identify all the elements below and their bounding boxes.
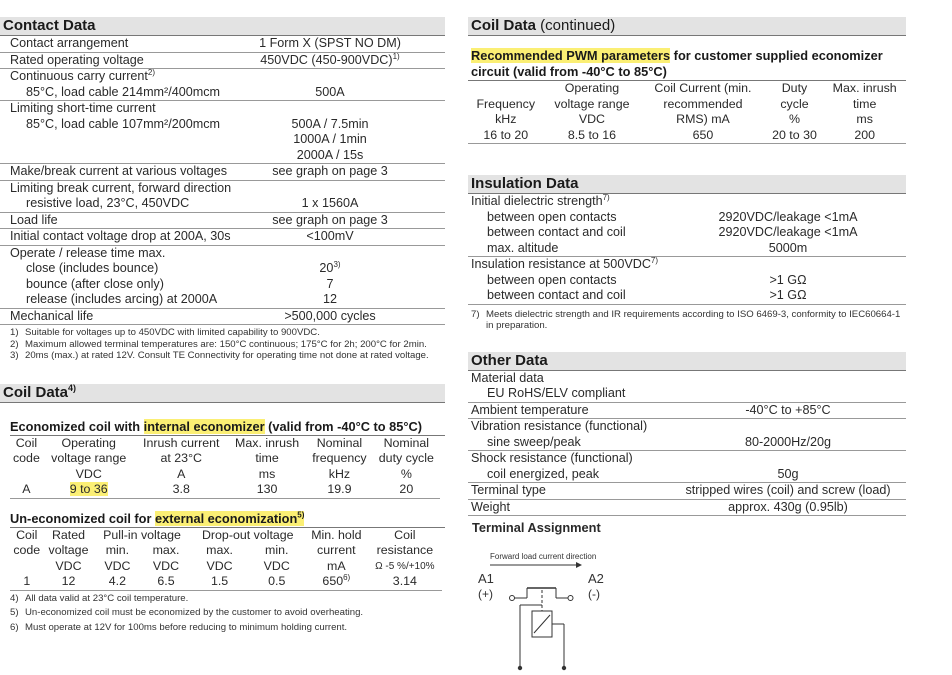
terminal-assignment-diagram	[472, 545, 632, 671]
other-data-table	[468, 371, 906, 517]
table-header-row: Operating Coil Current (min. Duty Max. inrush	[564, 81, 897, 95]
coil-footnotes	[0, 593, 445, 634]
table-row: Vibration resistance (functional)	[471, 419, 648, 433]
economized-coil-title: Economized coil with internal economizer (valid from -40°C to 85°C)	[10, 418, 422, 434]
table-row: 1000A / 1min	[293, 132, 367, 146]
table-row: between open contacts 2920VDC/leakage <1mA	[487, 209, 858, 224]
table-row: Insulation resistance at 500VDC$^{7)}$	[471, 255, 659, 271]
table-header-row: code voltage min. max. max. min. current resistance	[13, 543, 434, 557]
table-row: close (includes bounce) 20$^{3)}$	[26, 259, 341, 275]
contact-data-title: Contact Data	[0, 17, 445, 36]
insulation-footnotes	[468, 309, 906, 332]
footnote: 1) Suitable for voltages up to 450VDC with limited capability to 900VDC.	[10, 327, 320, 338]
left-column	[0, 0, 445, 633]
table-row: Rated operating voltage 450VDC $(450-900VDC)^{1)}$	[0, 53, 445, 70]
table-row: sine sweep/peak 80-2000Hz/20g	[468, 435, 906, 452]
footnote: 2) Maximum allowed terminal temperatures are: 150°C continuous; 175°C for 2h; 200°C for 2min.	[10, 338, 427, 350]
current-direction-label: Forward load current direction	[490, 552, 597, 561]
table-row: 16 to 20 8.5 to 16 650 20 to 30 200	[468, 128, 906, 144]
insulation-data-table	[468, 194, 906, 305]
footnote: 5) Un-economized coil must be economized by the customer to avoid overheating.	[10, 607, 364, 618]
table-row: Terminal type stripped wires (coil) and screw (load)	[468, 483, 906, 500]
coil-diagonal	[534, 615, 550, 633]
table-row: Mechanical life >500,000 cycles	[0, 309, 445, 326]
table-row: between open contacts >1 GΩ	[487, 272, 807, 287]
coil-terminal-left	[518, 666, 522, 670]
table-row: 2000A / 15s	[0, 148, 445, 165]
coil-terminal-right	[562, 666, 566, 670]
table-row: Ambient temperature -40°C to +85°C	[468, 403, 906, 420]
footnote: 3) 20ms (max.) at rated 12V. Consult TE Connectivity for operating time not done at rated voltage.	[10, 350, 429, 361]
footnote: 6) Must operate at 12V for 100ms before reducing to minimum holding current.	[10, 621, 348, 633]
table-row: bounce (after close only) 7	[26, 276, 334, 291]
uneconomized-coil-title: Un-economized coil for external economization$^{5)}$	[10, 510, 305, 526]
terminal-assignment-title: Terminal Assignment	[472, 520, 601, 535]
table-row: Load life see graph on page 3	[0, 213, 445, 230]
table-row: Make/break current at various voltages see graph on page 3	[0, 164, 445, 181]
pwm-parameters-title: Recommended PWM parameters for customer supplied economizer circuit (valid from -40°C to 85°C)	[471, 48, 883, 79]
coil-data-title: Coil Data$^{4)}$	[0, 384, 445, 403]
terminal-a2-contact	[568, 596, 573, 601]
table-row: Operate / release time max.	[10, 245, 166, 260]
table-header-row: Coil Operating Inrush current Max. inrush Nominal Nominal	[15, 435, 430, 450]
table-row: 85°C, load cable 107mm²/200mcm 500A / 7.5min	[26, 116, 369, 131]
table-header-row: code voltage range at 23°C time frequency duty cycle	[12, 451, 434, 465]
table-header-row: VDC VDC VDC VDC VDC mA Ω -5 %/+10%	[55, 558, 435, 573]
table-row: 1 12 4.2 6.5 1.5 0.5 650$^{6)}$ 3.14	[10, 574, 442, 590]
table-row: 85°C, load cable 214mm²/400mcm 500A	[0, 85, 445, 102]
terminal-a2-sign: (-)	[588, 587, 600, 601]
arrow-head-icon	[576, 562, 582, 568]
other-data-title: Other Data	[468, 352, 906, 371]
table-row: coil energized, peak 50g	[468, 467, 906, 484]
table-header-row: kHz VDC RMS) mA % ms	[495, 112, 873, 126]
terminal-a2-label: A2	[588, 571, 604, 586]
table-row: Limiting short-time current	[10, 101, 156, 115]
table-row: resistive load, 23°C, 450VDC 1 x 1560A	[0, 196, 445, 213]
table-row: EU RoHS/ELV compliant	[468, 386, 906, 403]
table-row: Material data	[471, 370, 544, 385]
pwm-parameters-table	[468, 81, 906, 144]
table-row: between contact and coil 2920VDC/leakage <1mA	[487, 225, 858, 239]
contact-data-table	[0, 36, 445, 325]
table-row: max. altitude 5000m	[468, 241, 906, 258]
table-row: Limiting break current, forward direction	[10, 180, 232, 195]
terminal-a1-label: A1	[478, 571, 494, 586]
terminal-a1-sign: (+)	[478, 587, 493, 601]
terminal-a1-contact	[510, 596, 515, 601]
uneconomized-coil-table	[10, 528, 442, 591]
footnote: 4) All data valid at 23°C coil temperature.	[10, 592, 189, 604]
right-column	[468, 0, 906, 516]
table-row: Initial contact voltage drop at 200A, 30s <100mV	[0, 229, 445, 246]
economized-coil-table	[10, 436, 440, 499]
coil-data-continued-title: Coil Data (continued)	[468, 17, 906, 36]
table-header-row: Frequency voltage range recommended cycle time	[476, 96, 877, 111]
table-row: Contact arrangement 1 Form X (SPST NO DM)	[0, 36, 445, 53]
table-row: Continuous carry current$^{2)}$	[10, 67, 156, 83]
table-header-row: VDC A ms kHz %	[75, 466, 412, 481]
table-row: A 9 to 36 3.8 130 19.9 20	[10, 482, 440, 498]
table-header-row: Coil Rated Pull-in voltage Drop-out voltage Min. hold Coil	[16, 527, 416, 542]
table-row: Shock resistance (functional)	[471, 451, 633, 465]
table-row: Initial dielectric strength$^{7)}$	[471, 192, 610, 208]
insulation-data-title: Insulation Data	[468, 175, 906, 194]
table-row: Weight approx. 430g (0.95lb)	[468, 500, 906, 517]
footnote: 7) Meets dielectric strength and IR requirements according to ISO 6469-3, conformity to IEC60664-1 in preparation.	[471, 308, 901, 331]
contact-footnotes	[0, 327, 445, 362]
table-row: release (includes arcing) at 2000A 12	[0, 292, 445, 309]
table-row: between contact and coil >1 GΩ	[468, 288, 906, 305]
